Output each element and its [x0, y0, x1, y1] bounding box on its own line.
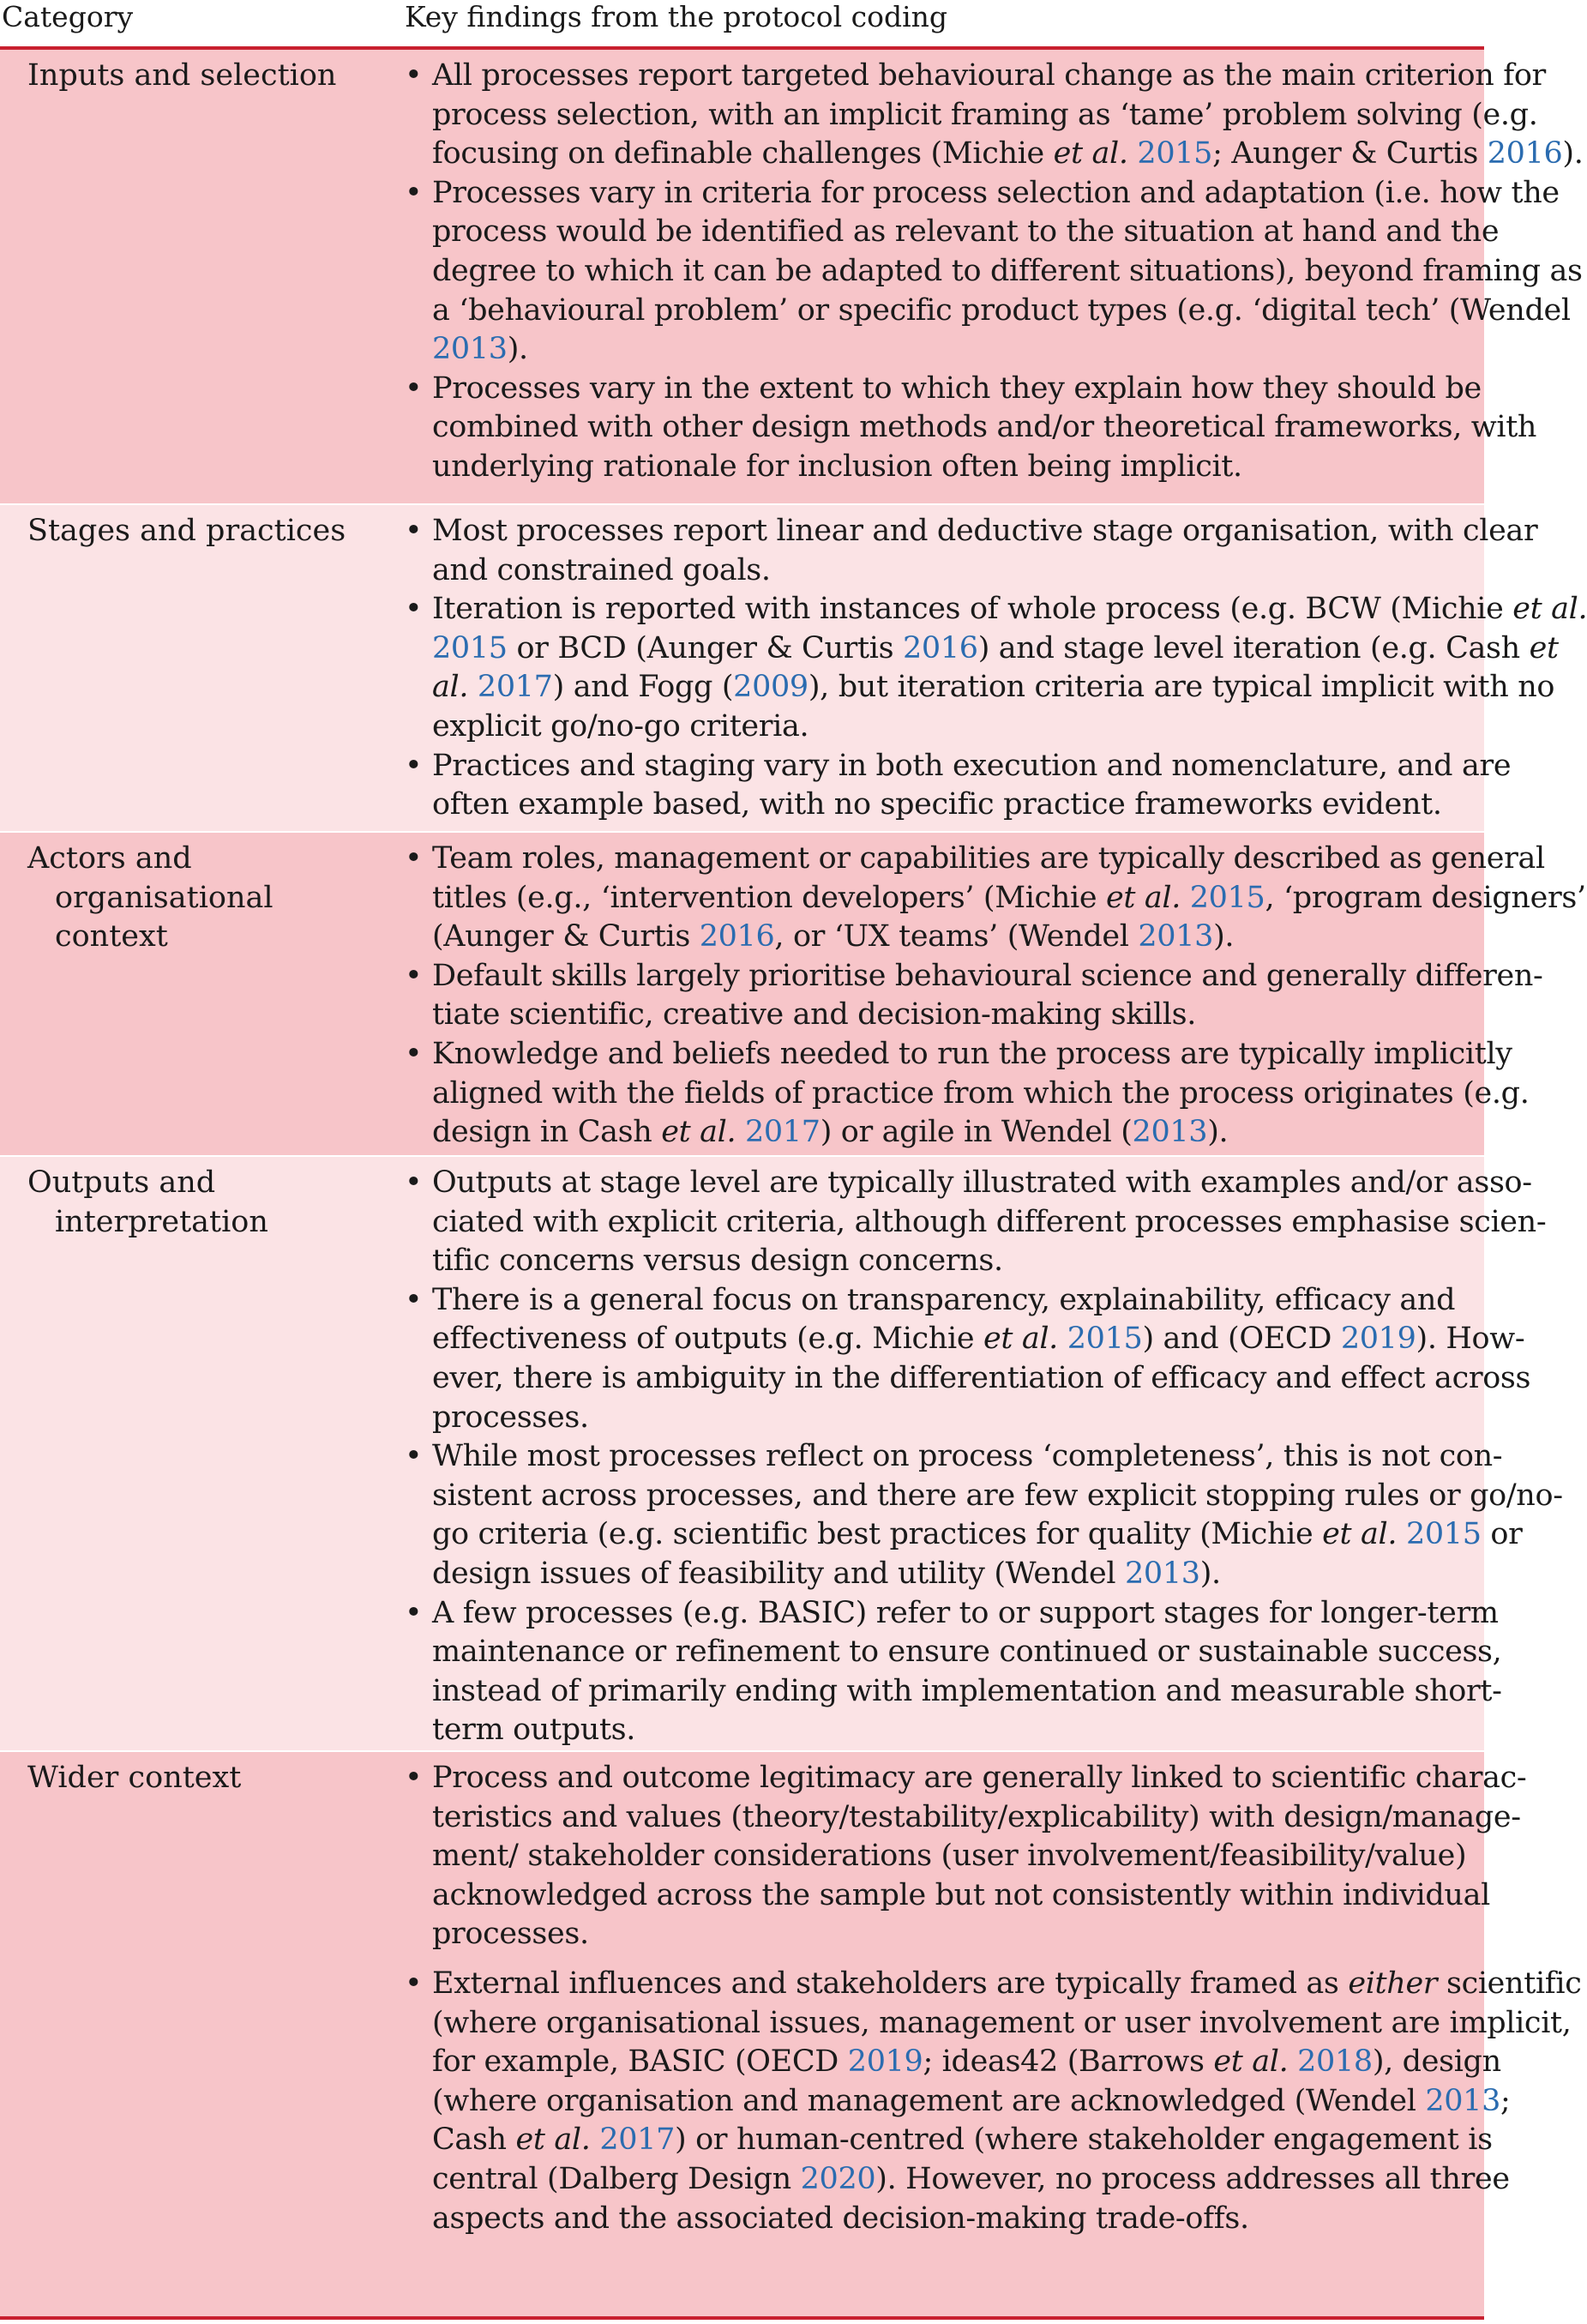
finding-line	[432, 1759, 1527, 1798]
citation-year-link[interactable]: 2013	[1132, 1115, 1208, 1150]
table-row	[0, 1157, 1563, 1752]
findings-list	[405, 512, 1587, 825]
finding-bullet	[405, 1965, 1582, 2238]
finding-line	[432, 786, 1468, 825]
table-row	[0, 50, 1584, 505]
row-category	[27, 57, 388, 96]
finding-line	[432, 879, 1586, 918]
finding-bullet	[405, 1437, 1563, 1593]
header-category: Category	[2, 0, 134, 33]
citation-year-link[interactable]: 2017	[745, 1115, 821, 1150]
finding-line	[432, 668, 1555, 707]
finding-text: often example based, with no specific practice frameworks evident.	[432, 787, 1442, 822]
finding-text: ), but iteration criteria are typical implicit with no	[808, 670, 1555, 705]
finding-line	[432, 448, 1468, 487]
finding-line	[432, 1075, 1530, 1114]
finding-text: acknowledged across the sample but not consistently within individual	[432, 1877, 1490, 1912]
category-line: interpretation	[55, 1204, 268, 1239]
italic-text: et al.	[515, 2122, 591, 2158]
finding-line	[432, 1203, 1547, 1243]
italic-text: et al.	[983, 1322, 1058, 1357]
findings-list	[405, 1164, 1563, 1750]
finding-line	[432, 2043, 1501, 2082]
finding-bullet	[405, 512, 1538, 590]
finding-line	[432, 292, 1571, 331]
citation-year-link[interactable]: 2017	[477, 670, 553, 705]
citation-year-link[interactable]: 2013	[432, 332, 508, 367]
finding-text: central (Dalberg Design	[432, 2161, 801, 2196]
finding-text: Default skills largely prioritise behavioural science and generally differen-	[432, 958, 1543, 993]
finding-text: There is a general focus on transparency, explainability, efficacy and	[432, 1282, 1456, 1317]
finding-text: Cash	[432, 2122, 516, 2158]
finding-text: ).	[1213, 919, 1235, 954]
citation-year-link[interactable]: 2016	[699, 919, 775, 954]
finding-text: tific concerns versus design concerns.	[432, 1243, 1003, 1279]
finding-line	[432, 1399, 1468, 1438]
finding-line	[432, 840, 1545, 879]
finding-text: or BCD (Aunger & Curtis	[507, 630, 903, 665]
table-row	[0, 1752, 1582, 2316]
findings-list	[405, 57, 1584, 487]
finding-text: explicit go/no-go criteria.	[432, 708, 809, 744]
finding-text: A few processes (e.g. BASIC) refer to or support stages for longer-term	[432, 1595, 1499, 1630]
category-line: Stages and practices	[27, 514, 346, 548]
table-row	[0, 505, 1587, 833]
finding-text: for example, BASIC (OECD	[432, 2044, 848, 2080]
citation-year-link[interactable]: 2016	[903, 630, 978, 665]
finding-line	[432, 512, 1538, 551]
finding-text: or	[1481, 1517, 1523, 1552]
finding-text: combined with other design methods and/or theoretical frameworks, with	[432, 410, 1537, 445]
finding-text: go criteria (e.g. scientific best practices for quality (Michie	[432, 1517, 1323, 1552]
finding-bullet	[405, 57, 1584, 174]
finding-line	[432, 1555, 1468, 1594]
finding-line	[432, 2121, 1493, 2160]
finding-text: Process and outcome legitimacy are generally linked to scientific charac-	[432, 1761, 1527, 1795]
finding-line	[432, 1633, 1502, 1672]
finding-line	[432, 2004, 1572, 2044]
row-category	[27, 840, 388, 957]
finding-line	[432, 2200, 1468, 2239]
finding-text: ) or human-centred (where stakeholder engagement is	[675, 2122, 1493, 2158]
finding-text: ).	[1199, 1556, 1221, 1591]
italic-text: et al.	[661, 1115, 736, 1150]
finding-line	[432, 2160, 1510, 2200]
finding-line	[432, 1477, 1563, 1516]
finding-text: ;	[1500, 2083, 1511, 2118]
finding-bullet	[405, 174, 1583, 370]
citation-year-link[interactable]: 2015	[1067, 1322, 1143, 1357]
italic-text: al.	[432, 670, 469, 705]
finding-line	[432, 174, 1560, 214]
finding-text: While most processes reflect on process ‘completeness’, this is not con-	[432, 1439, 1503, 1474]
finding-text: External influences and stakeholders are typically framed as	[432, 1966, 1349, 2001]
finding-line	[432, 1164, 1532, 1203]
finding-text: ) and (OECD	[1142, 1322, 1341, 1357]
finding-line	[432, 135, 1584, 174]
finding-text: Team roles, management or capabilities are typically described as general	[432, 841, 1545, 876]
finding-bullet	[405, 1759, 1527, 1954]
finding-line	[432, 1711, 1468, 1750]
finding-text: ment/ stakeholder considerations (user involvement/feasibility/value)	[432, 1839, 1467, 1874]
findings-list	[405, 1759, 1582, 2238]
finding-text: ciated with explicit criteria, although different processes emphasise scien-	[432, 1204, 1547, 1239]
finding-text: Knowledge and beliefs needed to run the process are typically implicitly	[432, 1036, 1512, 1071]
finding-text: , or ‘UX teams’ (Wendel	[774, 919, 1139, 954]
finding-line	[432, 1281, 1468, 1321]
finding-line	[432, 252, 1583, 292]
finding-line	[432, 1798, 1521, 1838]
finding-text: process would be identified as relevant to the situation at hand and the	[432, 214, 1500, 250]
row-category	[27, 1164, 388, 1242]
italic-text: et al.	[1053, 136, 1128, 172]
finding-bullet	[405, 747, 1512, 825]
citation-year-link[interactable]: 2015	[1137, 136, 1213, 172]
citation-year-link[interactable]: 2020	[800, 2161, 876, 2196]
finding-text: ).	[1562, 136, 1584, 172]
citation-year-link[interactable]: 2013	[1138, 919, 1214, 954]
finding-text: ). How-	[1416, 1322, 1525, 1357]
finding-line	[432, 1672, 1502, 1712]
finding-text: process selection, with an implicit framing as ‘tame’ problem solving (e.g.	[432, 97, 1538, 132]
finding-text: sistent across processes, and there are few explicit stopping rules or go/no-	[432, 1478, 1563, 1513]
table-header	[0, 0, 1484, 50]
finding-text: ).	[507, 332, 528, 367]
finding-text: degree to which it can be adapted to different situations), beyond framing as	[432, 253, 1583, 288]
finding-text: ), design	[1372, 2044, 1501, 2080]
citation-year-link[interactable]: 2015	[432, 630, 508, 665]
finding-text	[468, 670, 478, 704]
citation-year-link[interactable]: 2016	[1487, 136, 1563, 172]
finding-bullet	[405, 840, 1586, 957]
finding-line	[432, 918, 1468, 957]
finding-text	[1397, 1517, 1406, 1551]
finding-text: ; Aunger & Curtis	[1212, 136, 1488, 172]
finding-text: Practices and staging vary in both execution and nomenclature, and are	[432, 748, 1512, 783]
finding-line	[432, 1113, 1468, 1153]
finding-text	[736, 1115, 745, 1149]
finding-line	[432, 370, 1482, 409]
finding-text: , ‘program designers’	[1265, 880, 1586, 915]
finding-text: ) and Fogg (	[552, 670, 734, 705]
finding-text: processes.	[432, 1917, 589, 1952]
finding-line	[432, 1915, 1468, 1954]
finding-line	[432, 1035, 1512, 1075]
finding-text: and constrained goals.	[432, 552, 771, 587]
finding-line	[432, 1242, 1468, 1281]
finding-line	[432, 1515, 1523, 1555]
category-line: Outputs and	[27, 1165, 216, 1200]
finding-bullet	[405, 370, 1537, 487]
finding-line	[432, 1837, 1468, 1876]
finding-text: (Aunger & Curtis	[432, 919, 700, 954]
finding-text: Processes vary in the extent to which they explain how they should be	[432, 370, 1482, 406]
finding-text: (where organisation and management are acknowledged (Wendel	[432, 2083, 1426, 2118]
finding-line	[432, 1359, 1531, 1399]
finding-line	[432, 1876, 1490, 1916]
finding-text: teristics and values (theory/testability/explicability) with design/manage-	[432, 1799, 1521, 1834]
citation-year-link[interactable]: 2018	[1297, 2044, 1373, 2080]
citation-year-link[interactable]: 2019	[847, 2044, 923, 2080]
finding-line	[432, 213, 1500, 252]
finding-line	[432, 551, 1468, 591]
finding-text: instead of primarily ending with implementation and measurable short-	[432, 1673, 1502, 1708]
finding-text: maintenance or refinement to ensure continued or sustainable success,	[432, 1635, 1502, 1670]
citation-year-link[interactable]: 2013	[1425, 2083, 1501, 2118]
category-line: Actors and	[27, 841, 192, 876]
finding-text: processes.	[432, 1400, 589, 1435]
finding-text: Outputs at stage level are typically illustrated with examples and/or asso-	[432, 1165, 1532, 1200]
finding-text: effectiveness of outputs (e.g. Michie	[432, 1322, 983, 1357]
finding-line	[432, 330, 1468, 370]
citation-year-link[interactable]: 2017	[599, 2122, 675, 2158]
finding-bullet	[405, 1281, 1531, 1437]
finding-line	[432, 1594, 1499, 1634]
finding-line	[432, 1437, 1503, 1477]
finding-text: aligned with the fields of practice from which the process originates (e.g.	[432, 1075, 1530, 1111]
finding-text	[1058, 1322, 1067, 1356]
italic-text: et al.	[1512, 592, 1587, 627]
italic-text: et al.	[1322, 1517, 1398, 1552]
finding-line	[432, 1320, 1525, 1359]
finding-text: Iteration is reported with instances of whole process (e.g. BCW (Michie	[432, 592, 1513, 627]
finding-text: tiate scientific, creative and decision-making skills.	[432, 997, 1196, 1033]
citation-year-link[interactable]: 2013	[1125, 1556, 1200, 1591]
finding-line	[432, 629, 1559, 669]
finding-text: ) or agile in Wendel (	[820, 1115, 1133, 1150]
finding-text: ).	[1207, 1115, 1229, 1150]
finding-bullet	[405, 957, 1543, 1035]
italic-text: et al.	[1105, 880, 1181, 915]
finding-text: underlying rationale for inclusion often being implicit.	[432, 449, 1242, 484]
finding-line	[432, 57, 1546, 96]
citation-year-link[interactable]: 2015	[1189, 880, 1265, 915]
finding-text: design in Cash	[432, 1115, 662, 1150]
category-line: Inputs and selection	[27, 58, 337, 93]
finding-text: focusing on definable challenges (Michie	[432, 136, 1054, 172]
finding-line	[432, 747, 1512, 786]
italic-text: either	[1348, 1966, 1438, 2001]
finding-text: Processes vary in criteria for process selection and adaptation (i.e. how the	[432, 175, 1560, 210]
findings-list	[405, 840, 1586, 1153]
finding-text	[591, 2122, 600, 2157]
finding-bullet	[405, 1594, 1502, 1750]
finding-text: ever, there is ambiguity in the differentiation of efficacy and effect across	[432, 1360, 1531, 1395]
finding-line	[432, 2082, 1511, 2122]
table-row	[0, 833, 1586, 1157]
finding-text: scientific	[1437, 1966, 1582, 2001]
finding-text: All processes report targeted behavioural change as the main criterion for	[432, 58, 1546, 93]
finding-text: Most processes report linear and deductive stage organisation, with clear	[432, 514, 1538, 548]
finding-text	[1128, 136, 1138, 171]
finding-text: ). However, no process addresses all three	[875, 2161, 1510, 2196]
row-category	[27, 512, 388, 551]
finding-text: aspects and the associated decision-making trade-offs.	[432, 2201, 1249, 2236]
finding-text: titles (e.g., ‘intervention developers’ (Michie	[432, 880, 1106, 915]
finding-bullet	[405, 1164, 1547, 1281]
finding-text: design issues of feasibility and utility (Wendel	[432, 1556, 1125, 1591]
table-bottom-rule	[0, 2316, 1484, 2320]
citation-year-link[interactable]: 2009	[733, 670, 809, 705]
finding-line	[432, 707, 1468, 747]
finding-line	[432, 96, 1538, 135]
citation-year-link[interactable]: 2015	[1405, 1517, 1482, 1552]
category-line: Wider context	[27, 1761, 242, 1795]
finding-text	[1288, 2044, 1297, 2079]
row-category	[27, 1759, 388, 1798]
finding-line	[432, 996, 1468, 1035]
citation-year-link[interactable]: 2019	[1340, 1322, 1416, 1357]
category-line: organisational context	[55, 880, 274, 954]
header-key-findings: Key findings from the protocol coding	[405, 0, 948, 33]
italic-text: et al.	[1213, 2044, 1289, 2080]
finding-text: (where organisational issues, management or user involvement are implicit,	[432, 2005, 1572, 2040]
finding-line	[432, 1965, 1582, 2004]
finding-line	[432, 957, 1543, 996]
italic-text: et	[1529, 630, 1559, 665]
finding-text	[1181, 881, 1190, 915]
finding-bullet	[405, 1035, 1530, 1153]
finding-text: ; ideas42 (Barrows	[923, 2044, 1214, 2080]
finding-bullet	[405, 590, 1587, 746]
finding-text: term outputs.	[432, 1713, 636, 1748]
finding-text: a ‘behavioural problem’ or specific product types (e.g. ‘digital tech’ (Wendel	[432, 292, 1571, 328]
finding-text: ) and stage level iteration (e.g. Cash	[977, 630, 1530, 665]
finding-line	[432, 590, 1587, 629]
finding-line	[432, 408, 1537, 448]
